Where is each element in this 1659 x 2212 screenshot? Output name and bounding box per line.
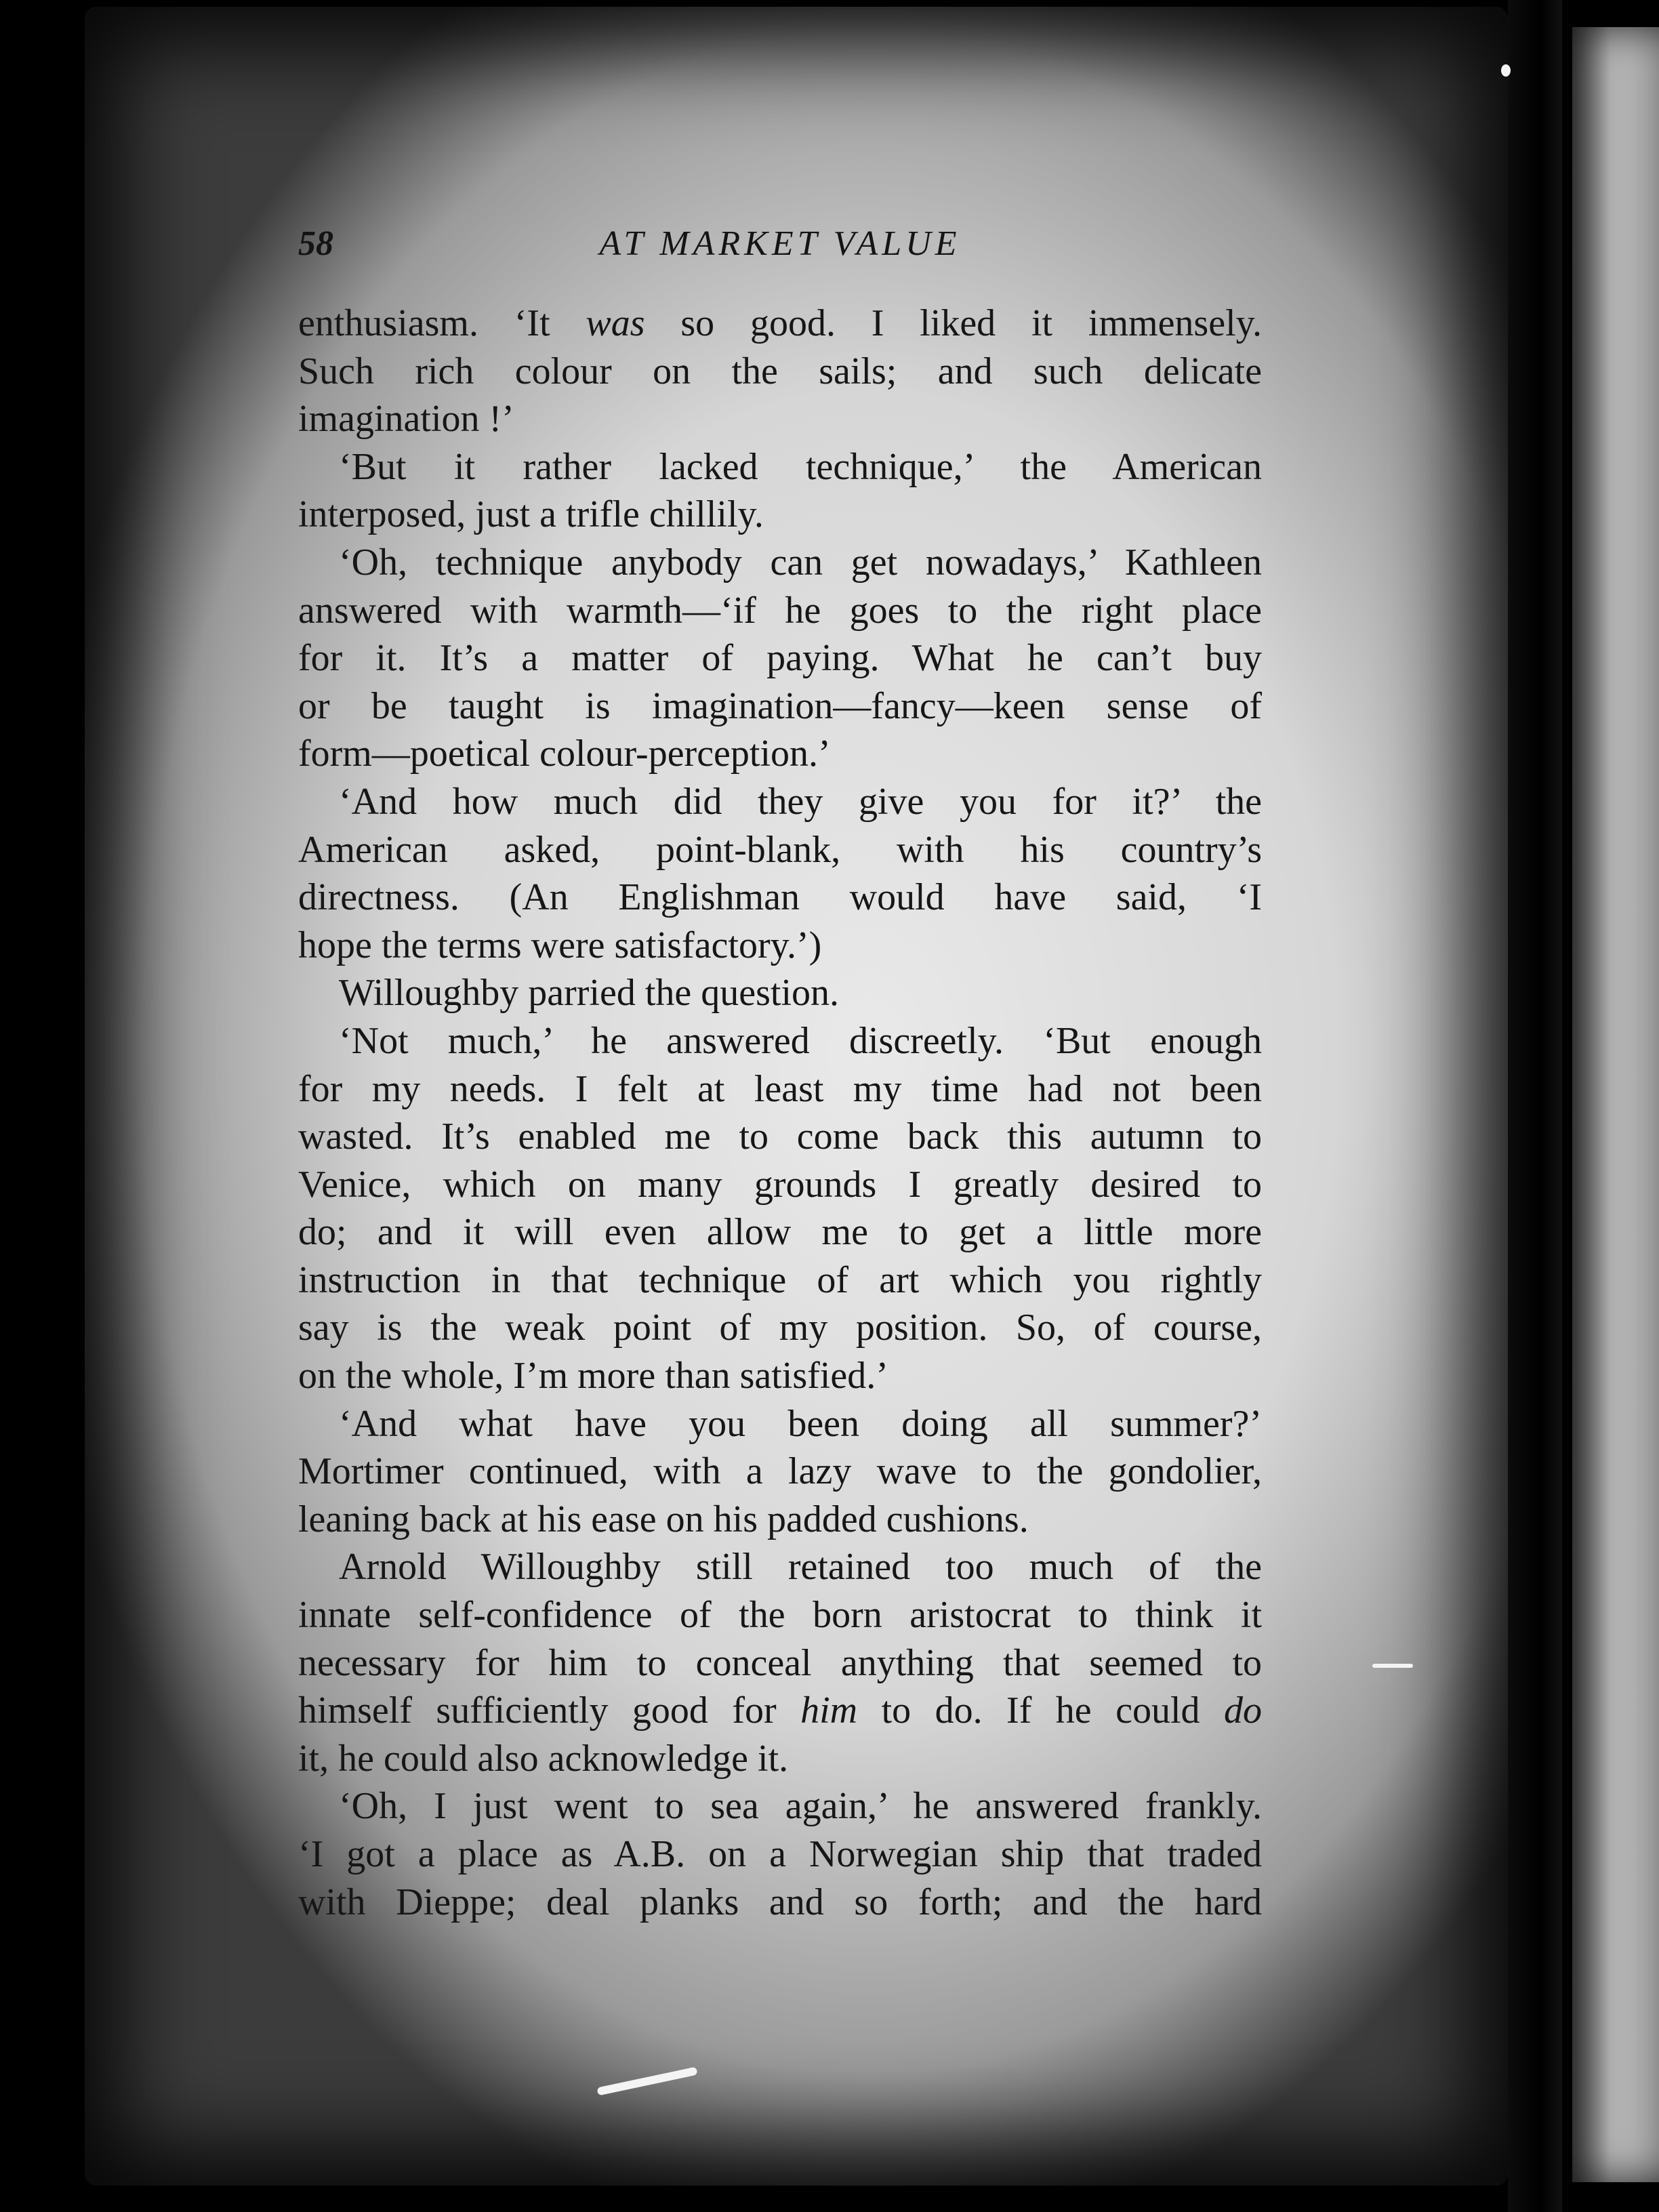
text-line: enthusiasm. ‘It was so good. I liked it immensely. xyxy=(298,302,1262,344)
scan-speck xyxy=(1501,64,1511,77)
text-line: interposed, just a trifle chillily. xyxy=(298,493,764,536)
text-line: Mortimer continued, with a lazy wave to the gondolier, xyxy=(298,1450,1262,1493)
text-line: American asked, point-blank, with his country’s xyxy=(298,828,1262,871)
text-line: Arnold Willoughby still retained too much of the xyxy=(339,1546,1262,1589)
text-line: leaning back at his ease on his padded cushions. xyxy=(298,1498,1029,1540)
text-line: do; and it will even allow me to get a little more xyxy=(298,1211,1262,1254)
page-number: 58 xyxy=(298,224,333,263)
text-line: instruction in that technique of art which you rightly xyxy=(298,1258,1262,1301)
text-line: ‘And what have you been doing all summer?’ xyxy=(339,1402,1262,1445)
text-line: on the whole, I’m more than satisfied.’ xyxy=(298,1355,888,1397)
text-line: Willoughby parried the question. xyxy=(339,972,840,1015)
body-text xyxy=(298,300,1262,1926)
text-line: imagination !’ xyxy=(298,398,514,441)
text-line: directness. (An Englishman would have said, ‘I xyxy=(298,876,1262,919)
page-header xyxy=(298,224,1262,278)
text-line: or be taught is imagination—fancy—keen sense of xyxy=(298,684,1262,727)
adjacent-page-edge xyxy=(1572,27,1659,2182)
text-line: hope the terms were satisfactory.’) xyxy=(298,924,822,966)
text-line: ‘Not much,’ he answered discreetly. ‘But enough xyxy=(339,1019,1262,1062)
text-line: answered with warmth—‘if he goes to the right place xyxy=(298,589,1262,632)
text-line: wasted. It’s enabled me to come back this autumn to xyxy=(298,1115,1262,1158)
text-line: innate self-confidence of the born aristocrat to think it xyxy=(298,1594,1262,1637)
book-gutter xyxy=(1508,0,1562,2212)
text-line: Such rich colour on the sails; and such delicate xyxy=(298,350,1262,392)
scan-speck xyxy=(1372,1664,1413,1668)
running-title: AT MARKET VALUE xyxy=(599,224,961,263)
text-line: for my needs. I felt at least my time had not been xyxy=(298,1067,1262,1110)
text-line: Venice, which on many grounds I greatly desired to xyxy=(298,1163,1262,1206)
text-line: form—poetical colour-perception.’ xyxy=(298,733,831,775)
text-line: say is the weak point of my position. So, of course, xyxy=(298,1307,1262,1349)
text-line: ‘Oh, I just went to sea again,’ he answered frankly. xyxy=(339,1785,1262,1828)
text-line: ‘But it rather lacked technique,’ the American xyxy=(339,445,1262,488)
text-line: with Dieppe; deal planks and so forth; and the hard xyxy=(298,1881,1262,1923)
text-line: necessary for him to conceal anything that seemed to xyxy=(298,1641,1262,1684)
text-line: ‘I got a place as A.B. on a Norwegian ship that traded xyxy=(298,1833,1262,1875)
text-line: it, he could also acknowledge it. xyxy=(298,1737,789,1780)
text-line: ‘Oh, technique anybody can get nowadays,’ Kathleen xyxy=(339,541,1262,583)
text-line: ‘And how much did they give you for it?’ the xyxy=(339,780,1262,823)
text-line: for it. It’s a matter of paying. What he can’t buy xyxy=(298,637,1262,680)
text-line: himself sufficiently good for him to do. If he could do xyxy=(298,1689,1262,1732)
